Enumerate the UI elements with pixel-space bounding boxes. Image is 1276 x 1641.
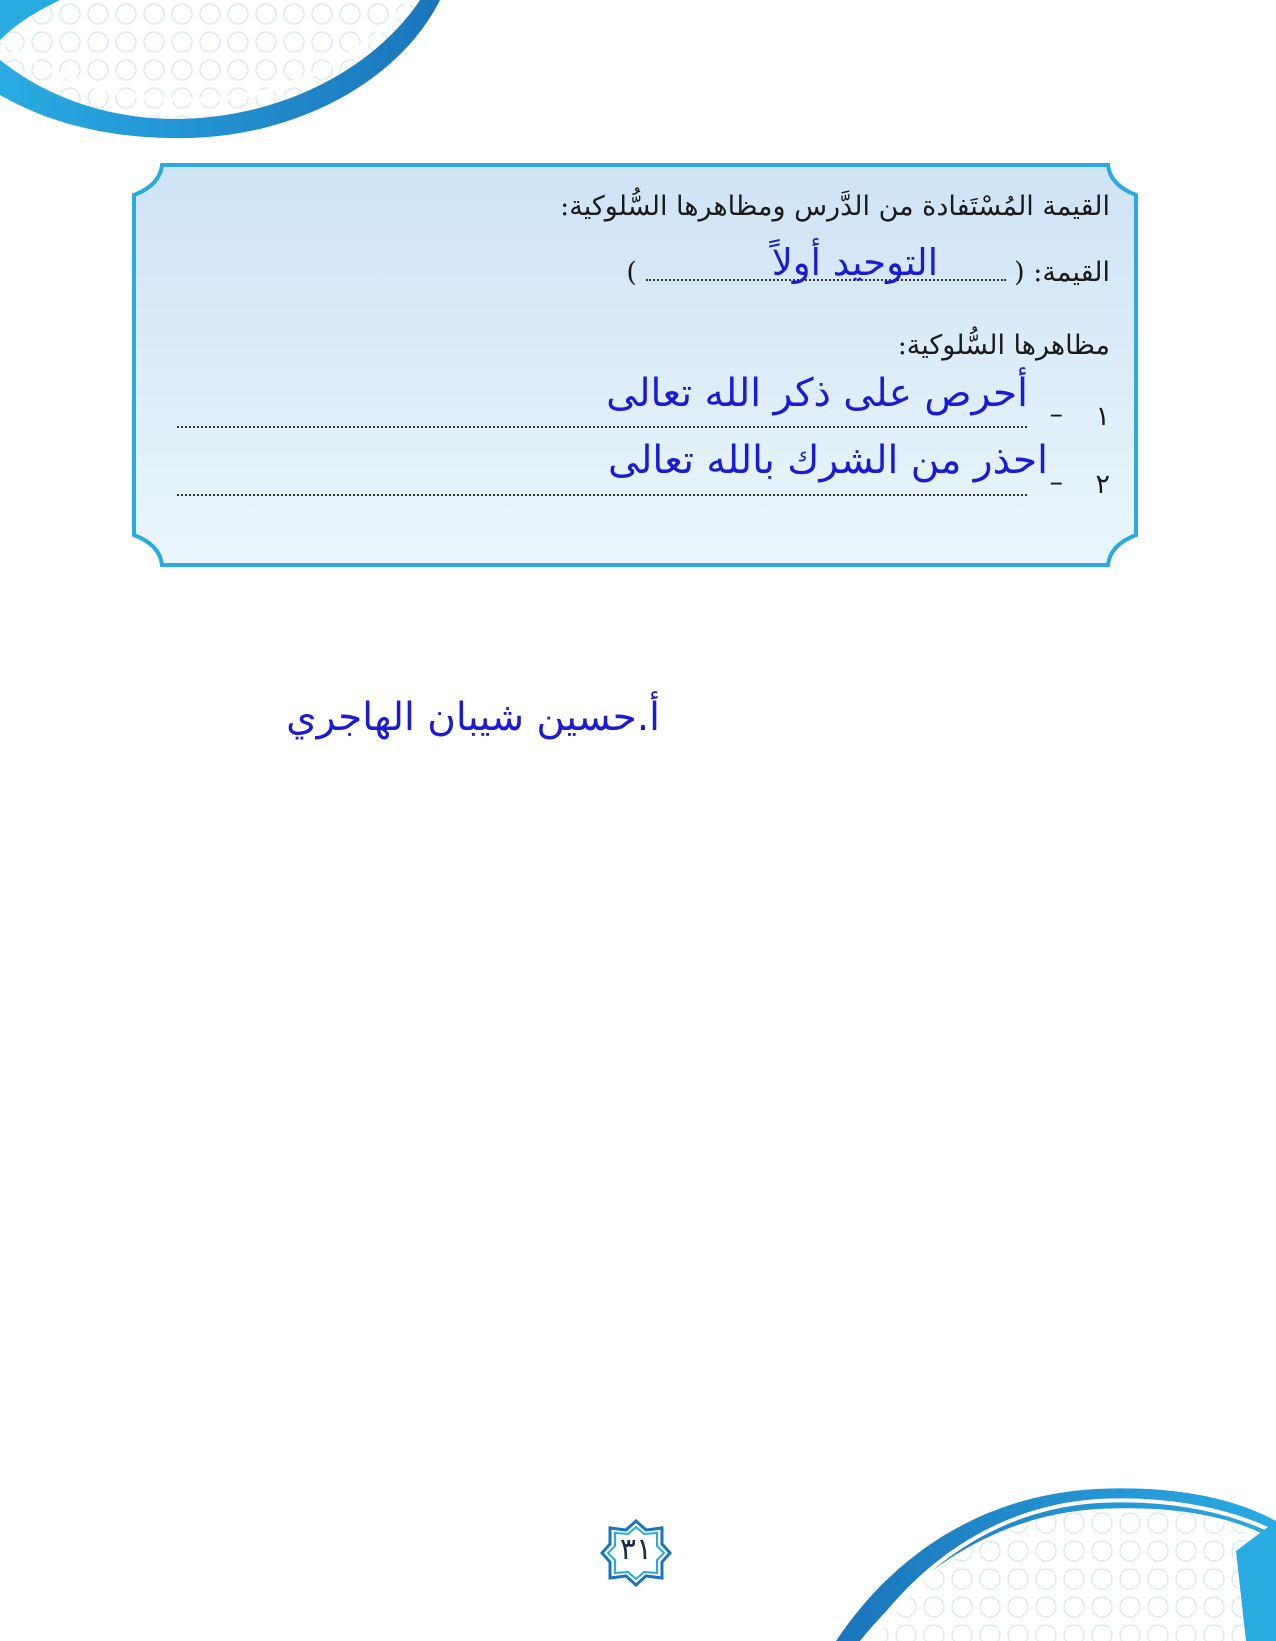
behavior-number-1: ١: [1095, 401, 1110, 432]
value-label: القيمة: (: [1014, 257, 1110, 288]
behavior-dash-1: –: [1049, 399, 1063, 430]
behavior-answer-2: احذر من الشرك بالله تعالى: [608, 438, 1048, 483]
value-answer: التوحيد أولاً: [771, 241, 938, 284]
behavior-dash-2: –: [1049, 467, 1063, 498]
behavior-answer-1: أحرص على ذكر الله تعالى: [606, 371, 1028, 416]
card-frame: [132, 163, 1138, 567]
behavior-fill-line-2: [177, 494, 1027, 496]
lesson-value-card: [132, 163, 1138, 567]
author-name: أ.حسين شيبان الهاجري: [286, 695, 660, 740]
value-heading: القيمة المُسْتَفادة من الدَّرس ومظاهرها السُّلوكية:: [560, 191, 1110, 222]
bottom-right-wave-decoration: [836, 1481, 1276, 1641]
top-left-wave-decoration: [0, 0, 440, 140]
page-number: ٣١: [619, 1532, 653, 1567]
behaviors-label: مظاهرها السُّلوكية:: [897, 330, 1110, 361]
behavior-number-2: ٢: [1095, 469, 1110, 500]
value-close-paren: ): [626, 257, 637, 288]
behavior-fill-line-1: [177, 426, 1027, 428]
